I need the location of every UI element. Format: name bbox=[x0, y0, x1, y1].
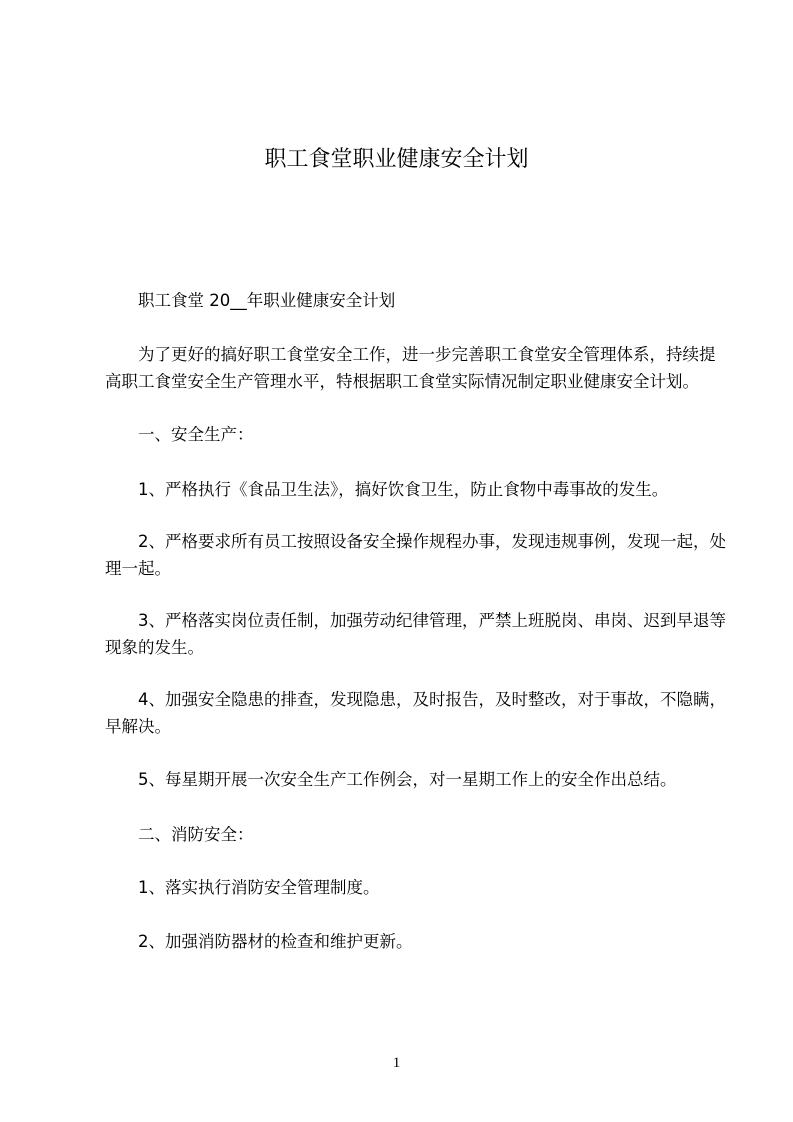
text-line: 早解决。 bbox=[105, 717, 171, 736]
text-line: 现象的发生。 bbox=[105, 638, 204, 657]
text-line: 1、落实执行消防安全管理制度。 bbox=[105, 878, 380, 897]
subtitle-paragraph bbox=[105, 287, 717, 314]
text-line: 1、严格执行《食品卫生法》，搞好饮食卫生，防止食物中毒事故的发生。 bbox=[105, 480, 669, 499]
text-line: 高职工食堂安全生产管理水平，特根据职工食堂实际情况制定职业健康安全计划。 bbox=[105, 372, 699, 391]
text-line: 为了更好的搞好职工食堂安全工作，进一步完善职工食堂安全管理体系，持续提 bbox=[105, 345, 716, 364]
text-line: 理一起。 bbox=[105, 559, 171, 578]
list-item bbox=[105, 528, 726, 582]
text-line: 2、严格要求所有员工按照设备安全操作规程办事，发现违规事例，发现一起，处 bbox=[105, 532, 726, 551]
section-heading bbox=[105, 421, 717, 448]
list-item bbox=[105, 928, 717, 955]
document-title: 职工食堂职业健康安全计划 bbox=[264, 147, 529, 172]
text-line: 3、严格落实岗位责任制，加强劳动纪律管理，严禁上班脱岗、串岗、迟到早退等 bbox=[105, 611, 726, 630]
text-line: 2、加强消防器材的检查和维护更新。 bbox=[105, 932, 413, 951]
list-item bbox=[105, 476, 717, 503]
text-line: 5、每星期开展一次安全生产工作例会，对一星期工作上的安全作出总结。 bbox=[105, 770, 677, 789]
text-line: 职工食堂 20__年职业健康安全计划 bbox=[105, 291, 396, 310]
text-line: 二、消防安全： bbox=[105, 825, 254, 844]
list-item bbox=[105, 607, 726, 661]
section-heading bbox=[105, 821, 717, 848]
list-item bbox=[105, 766, 717, 793]
list-item bbox=[105, 686, 726, 740]
intro-paragraph bbox=[105, 341, 717, 395]
text-line: 一、安全生产： bbox=[105, 425, 254, 444]
page-number: 1 bbox=[392, 1055, 401, 1071]
text-line: 4、加强安全隐患的排查，发现隐患，及时报告，及时整改，对于事故，不隐瞒， bbox=[105, 690, 726, 709]
list-item bbox=[105, 874, 717, 901]
